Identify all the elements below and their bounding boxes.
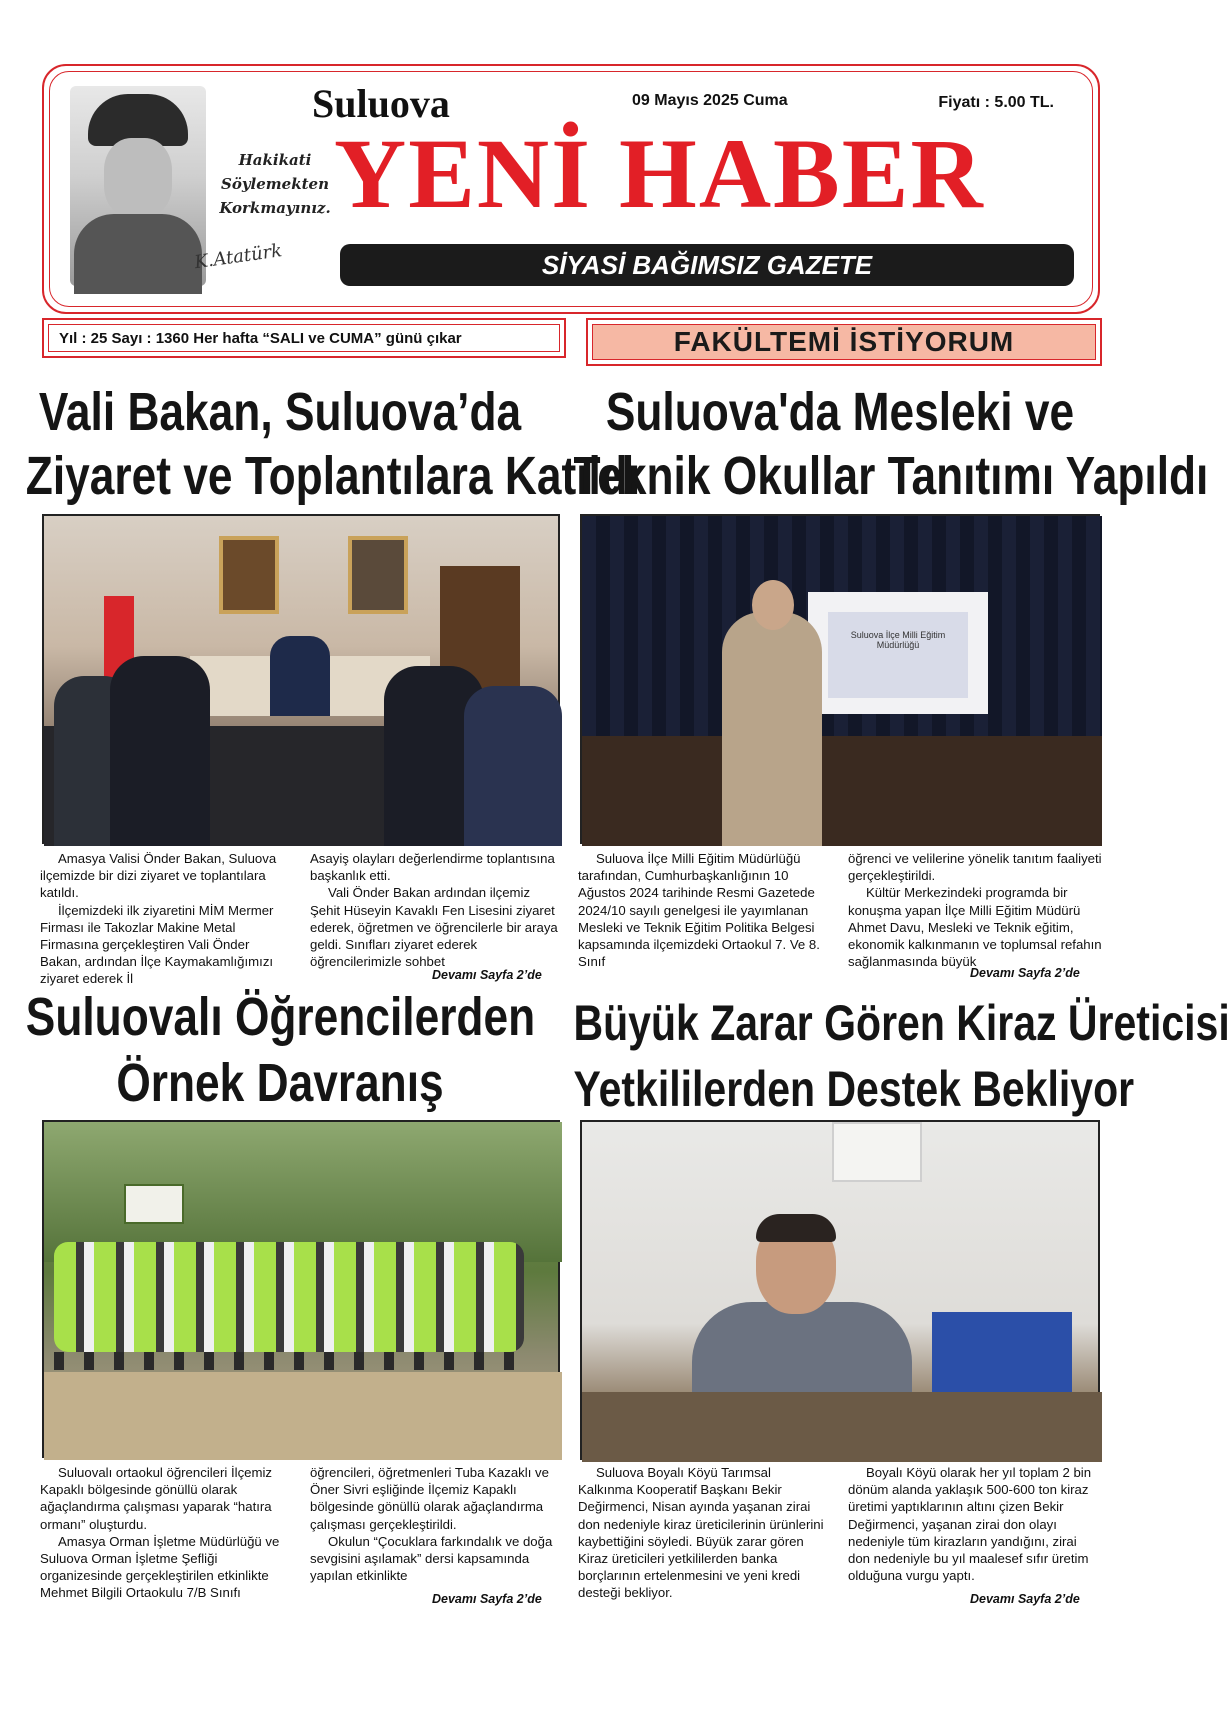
campaign-box [586,318,1102,366]
story-1-continued: Devamı Sayfa 2’de [432,968,542,982]
issue-info-box [42,318,566,358]
story-3-col-2: öğrencileri, öğretmenleri Tuba Kazaklı ve Öner Sivri eşliğinde İlçemiz Kapaklı bölgesinde gönüllü olarak ağaçlandırma çalışması gerçekleştirildi. Okulun “Çocuklara farkındalık ve doğa sevgisini aşılamak” dersi kapsamında yapılan etkinlikte [310,1465,553,1584]
issue-info: Yıl : 25 Sayı : 1360 Her hafta “SALI ve CUMA” günü çıkar [48,324,560,352]
story-2-headline: Suluova'da Mesleki ve Teknik Okullar Tanıtımı Yapıldı [573,382,1209,506]
story-4-continued: Devamı Sayfa 2’de [970,1592,1080,1606]
presentation-screen-text: Suluova İlçe Milli Eğitim Müdürlüğü [850,630,946,650]
story-3-photo [42,1120,560,1458]
story-2-col-2: öğrenci ve velilerine yönelik tanıtım faaliyeti gerçekleştirildi. Kültür Merkezindeki programda bir konuşma yapan İlçe Milli Eğitim Müdürü Ahmet Davu, Mesleki ve Teknik eğitim, ekonomik kalkınmanın ve toplumsal refahın sağlanmasında büyük [848,851,1102,970]
story-4-col-1: Suluova Boyalı Köyü Tarımsal Kalkınma Kooperatif Başkanı Bekir Değirmenci, Nisan ayında yaşanan zirai don nedeniyle kiraz üreticilerinin ürünlerini kaybettiğini söyledi. Büyük zarar gören Kiraz üreticileri yetkililerden banka borçlarının ertelenmesini ve yeni kredi desteği bekliyor. [578,1465,824,1601]
ataturk-portrait [70,86,206,286]
story-3-col-1: Suluovalı ortaokul öğrencileri İlçemiz Kapaklı bölgesinde gönüllü olarak ağaçlandırma çalışması yaparak “hatıra ormanı” oluşturdu. Amasya Orman İşletme Müdürlüğü ve Suluova Orman İşletme Şefliği organizesinde gerçekleştirilen etkinlikte Mehmet Bilgili Ortaokulu 7/B Sınıfı [40,1465,280,1601]
story-1-photo [42,514,560,844]
story-4-col-2: Boyalı Köyü olarak her yıl toplam 2 bin dönüm alanda yaklaşık 500-600 ton kiraz üretimi yaptıklarının altını çizen Bekir Değirmenci, yaşanan zirai don olayı nedeniyle tüm kirazların yandığını, zirai don nedeniyle bu yıl maalesef sıfır üretim olduğuna vurgu yaptı. [848,1465,1092,1584]
story-1-headline: Vali Bakan, Suluova’da Ziyaret ve Toplantılara Katıldı [25,382,641,506]
story-2-continued: Devamı Sayfa 2’de [970,966,1080,980]
ataturk-quote: Hakikati Söylemekten Korkmayınız. [219,151,331,217]
paper-title: YENİ HABER [334,118,985,229]
issue-date: 09 Mayıs 2025 Cuma [632,92,788,109]
story-3-continued: Devamı Sayfa 2’de [432,1592,542,1606]
story-1-col-2: Asayiş olayları değerlendirme toplantısına başkanlık etti. Vali Önder Bakan ardından ilçemiz Şehit Hüseyin Kavaklı Fen Lisesini ziyaret ederek, öğretmen ve öğrencilerle bir araya geldi. Sınıfları ziyaret ederek öğrencilerimizle sohbet [310,851,558,970]
story-4-photo [580,1120,1100,1460]
issue-price: Fiyatı : 5.00 TL. [938,94,1054,111]
campaign-text: FAKÜLTEMİ İSTİYORUM [592,324,1096,360]
paper-small-title: Suluova [312,81,450,126]
masthead [42,64,1100,314]
story-2-col-1: Suluova İlçe Milli Eğitim Müdürlüğü tarafından, Cumhurbaşkanlığının 10 Ağustos 2024 tarihinde Resmi Gazetede 2024/10 sayılı genelgesi ile yayımlanan Mesleki ve Teknik Eğitim Politika Belgesi kapsamında ilçemizdeki Ortaokul 7. Ve 8. Sınıf [578,851,820,970]
story-4-headline: Büyük Zarar Gören Kiraz Üreticisi Yetkililerden Destek Bekliyor [573,995,1230,1117]
ataturk-signature: K.Atatürk [193,240,284,274]
story-3-headline: Suluovalı Öğrencilerden Örnek Davranış [25,987,536,1113]
story-2-photo [580,514,1100,844]
slogan-bar: SİYASİ BAĞIMSIZ GAZETE [340,244,1074,286]
story-1-col-1: Amasya Valisi Önder Bakan, Suluova ilçemizde bir dizi ziyaret ve toplantılara katıldı. İlçemizdeki ilk ziyaretini MİM Mermer Firması ile Takozlar Makine Metal Firmasına gerçekleştiren Vali Önder Bakan, ardından İlçe Kaymakamlığımızı ziyaret ederek İl [40,851,277,987]
